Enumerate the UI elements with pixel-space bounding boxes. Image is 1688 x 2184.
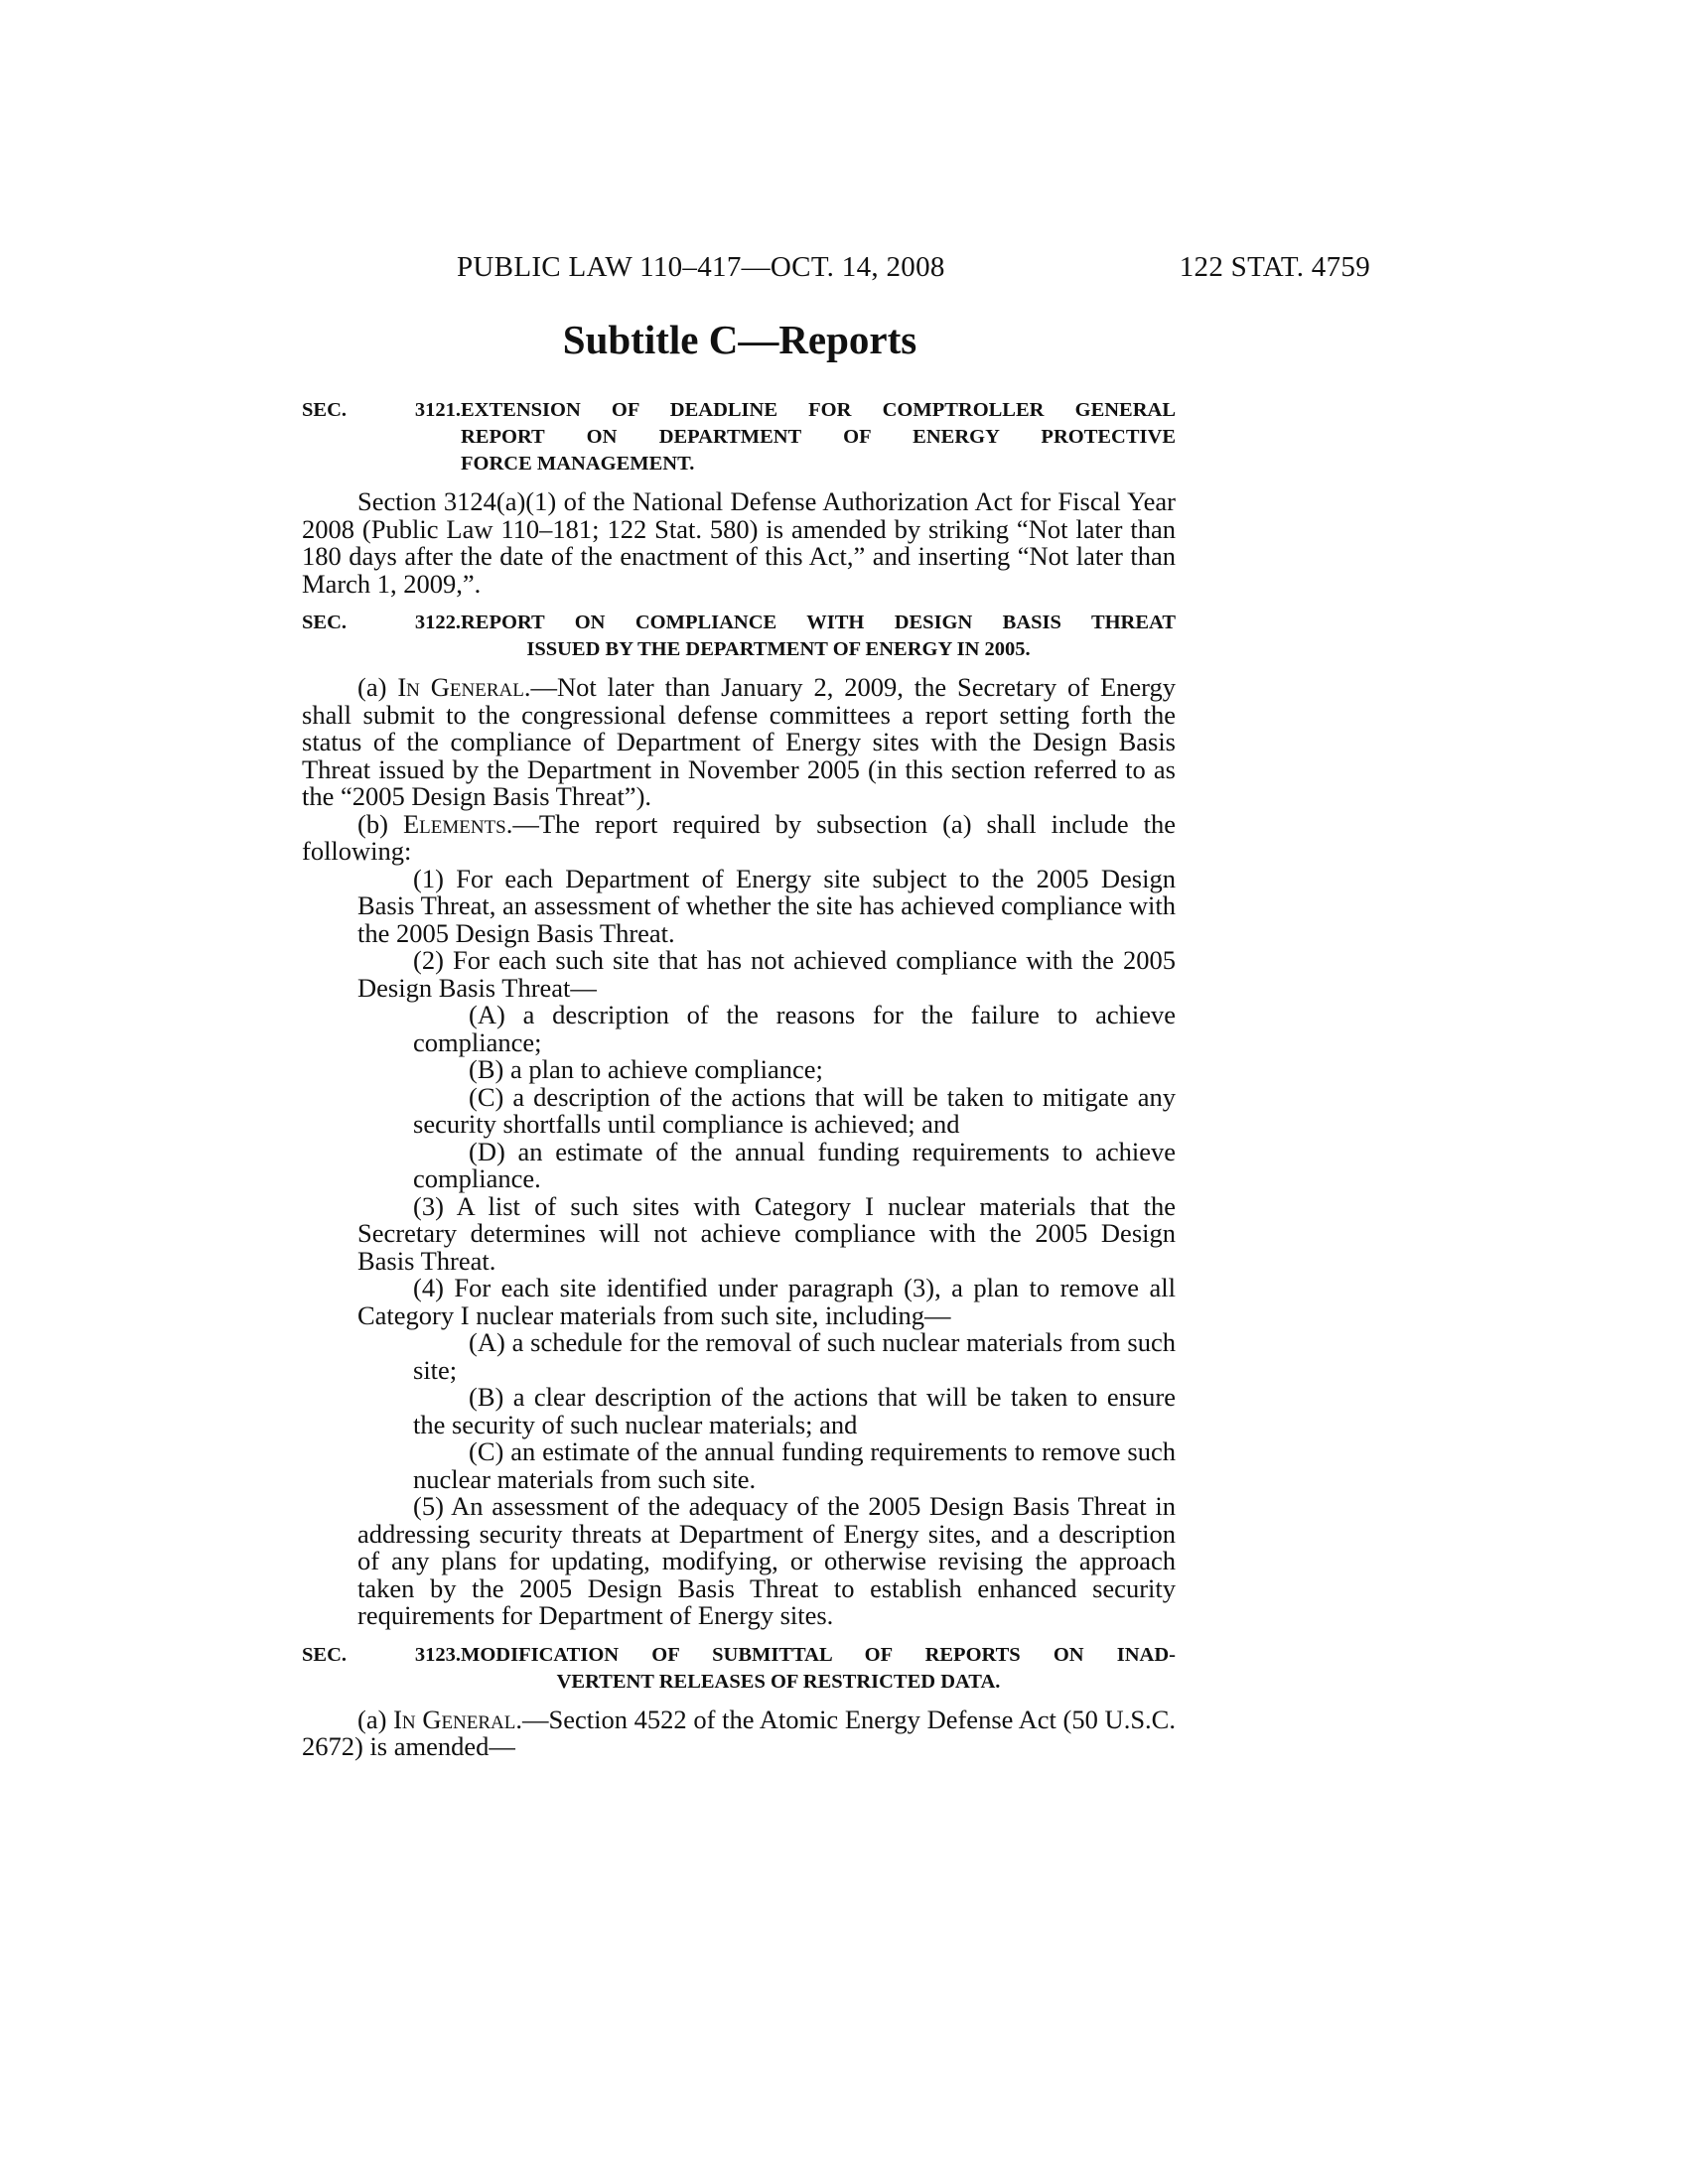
subsection-text: —The report required by subsection (a) shall include the following: <box>302 808 1177 866</box>
subsection-a <box>302 1706 1176 1761</box>
subsection-heading: In General. <box>393 1704 523 1734</box>
section-title-line: MODIFICATION OF SUBMITTAL OF REPORTS ON INAD- <box>461 1643 1176 1666</box>
section-3122-heading <box>302 610 1176 663</box>
subsection-b <box>302 808 1177 866</box>
section-3123-heading <box>302 1642 1176 1696</box>
paragraph-5: (5) An assessment of the adequacy of the 2005 Design Basis Threat in addressing security threats at Department of Energy sites, and a description of any plans for updating, modifying, or otherwise revising the approach taken by the 2005 Design Basis Threat to establish enhanced security requirements for Department of Energy sites. <box>357 1491 1176 1630</box>
section-title-line: REPORT ON DEPARTMENT OF ENERGY PROTECTIVE <box>461 426 1176 448</box>
subsection-label: (a) <box>357 672 398 702</box>
subsection-heading: In General. <box>397 672 531 702</box>
section-number: SEC. 3122. <box>302 612 461 633</box>
subparagraph-2c: (C) a description of the actions that will be taken to mitigate any security shortfalls until compliance is achieved; and <box>413 1081 1176 1139</box>
subparagraph-4a: (A) a schedule for the removal of such nuclear materials from such site; <box>413 1327 1176 1385</box>
section-3121-heading <box>302 397 1176 478</box>
subsection-a <box>302 674 1176 811</box>
subsection-label: (b) <box>357 808 403 839</box>
public-law-citation: PUBLIC LAW 110–417—OCT. 14, 2008 <box>457 251 945 283</box>
subparagraph-2a: (A) a description of the reasons for the failure to achieve compliance; <box>413 1000 1176 1057</box>
subparagraph-2d: (D) an estimate of the annual funding requirements to achieve compliance. <box>413 1136 1176 1193</box>
paragraph-4: (4) For each site identified under paragraph (3), a plan to remove all Category I nuclear materials from such site, including— <box>357 1273 1176 1330</box>
paragraph-1: (1) For each Department of Energy site subject to the 2005 Design Basis Threat, an assessment of whether the site has achieved compliance with the 2005 Design Basis Threat. <box>357 863 1176 948</box>
document-body <box>302 397 1176 1761</box>
section-title-line: REPORT ON COMPLIANCE WITH DESIGN BASIS THREAT <box>461 612 1176 633</box>
subtitle-heading: Subtitle C—Reports <box>562 317 917 362</box>
subsection-label: (a) <box>357 1704 394 1734</box>
section-number: SEC. 3121. <box>302 399 461 421</box>
paragraph-3: (3) A list of such sites with Category I nuclear materials that the Secretary determines will not achieve compliance with the 2005 Design Basis Threat. <box>357 1190 1176 1276</box>
subparagraph-4c: (C) an estimate of the annual funding requirements to remove such nuclear materials from such site. <box>413 1436 1176 1494</box>
section-number: SEC. 3123. <box>302 1643 461 1666</box>
section-title-line: VERTENT RELEASES OF RESTRICTED DATA. <box>556 1670 1001 1693</box>
paragraph-2: (2) For each such site that has not achieved compliance with the 2005 Design Basis Threat— <box>357 945 1176 1003</box>
section-title-line: FORCE MANAGEMENT. <box>461 453 695 475</box>
section-title-line: ISSUED BY THE DEPARTMENT OF ENERGY IN 2005. <box>526 638 1031 660</box>
section-title-line: EXTENSION OF DEADLINE FOR COMPTROLLER GENERAL <box>461 399 1176 421</box>
subsection-text: —Section 4522 of the Atomic Energy Defense Act (50 U.S.C. 2672) is amended— <box>302 1704 1176 1761</box>
section-3121-body: Section 3124(a)(1) of the National Defense Authorization Act for Fiscal Year 2008 (Public Law 110–181; 122 Stat. 580) is amended by striking “Not later than 180 days after the date of the enactment of this Act,” and inserting “Not later than March 1, 2009,”. <box>302 486 1176 599</box>
statute-page-number: 122 STAT. 4759 <box>1179 251 1370 283</box>
page-header <box>298 251 1370 291</box>
subsection-heading: Elements. <box>402 808 513 839</box>
subparagraph-2b: (B) a plan to achieve compliance; <box>469 1054 823 1084</box>
subsection-text: —Not later than January 2, 2009, the Secretary of Energy shall submit to the congressional defense committees a report setting forth the status of the compliance of Department of Energy sites with the Design Basis Threat issued by the Department in November 2005 (in this section referred to as the “2005 Design Basis Threat”). <box>302 672 1177 811</box>
subparagraph-4b: (B) a clear description of the actions that will be taken to ensure the security of such nuclear materials; and <box>413 1382 1176 1439</box>
